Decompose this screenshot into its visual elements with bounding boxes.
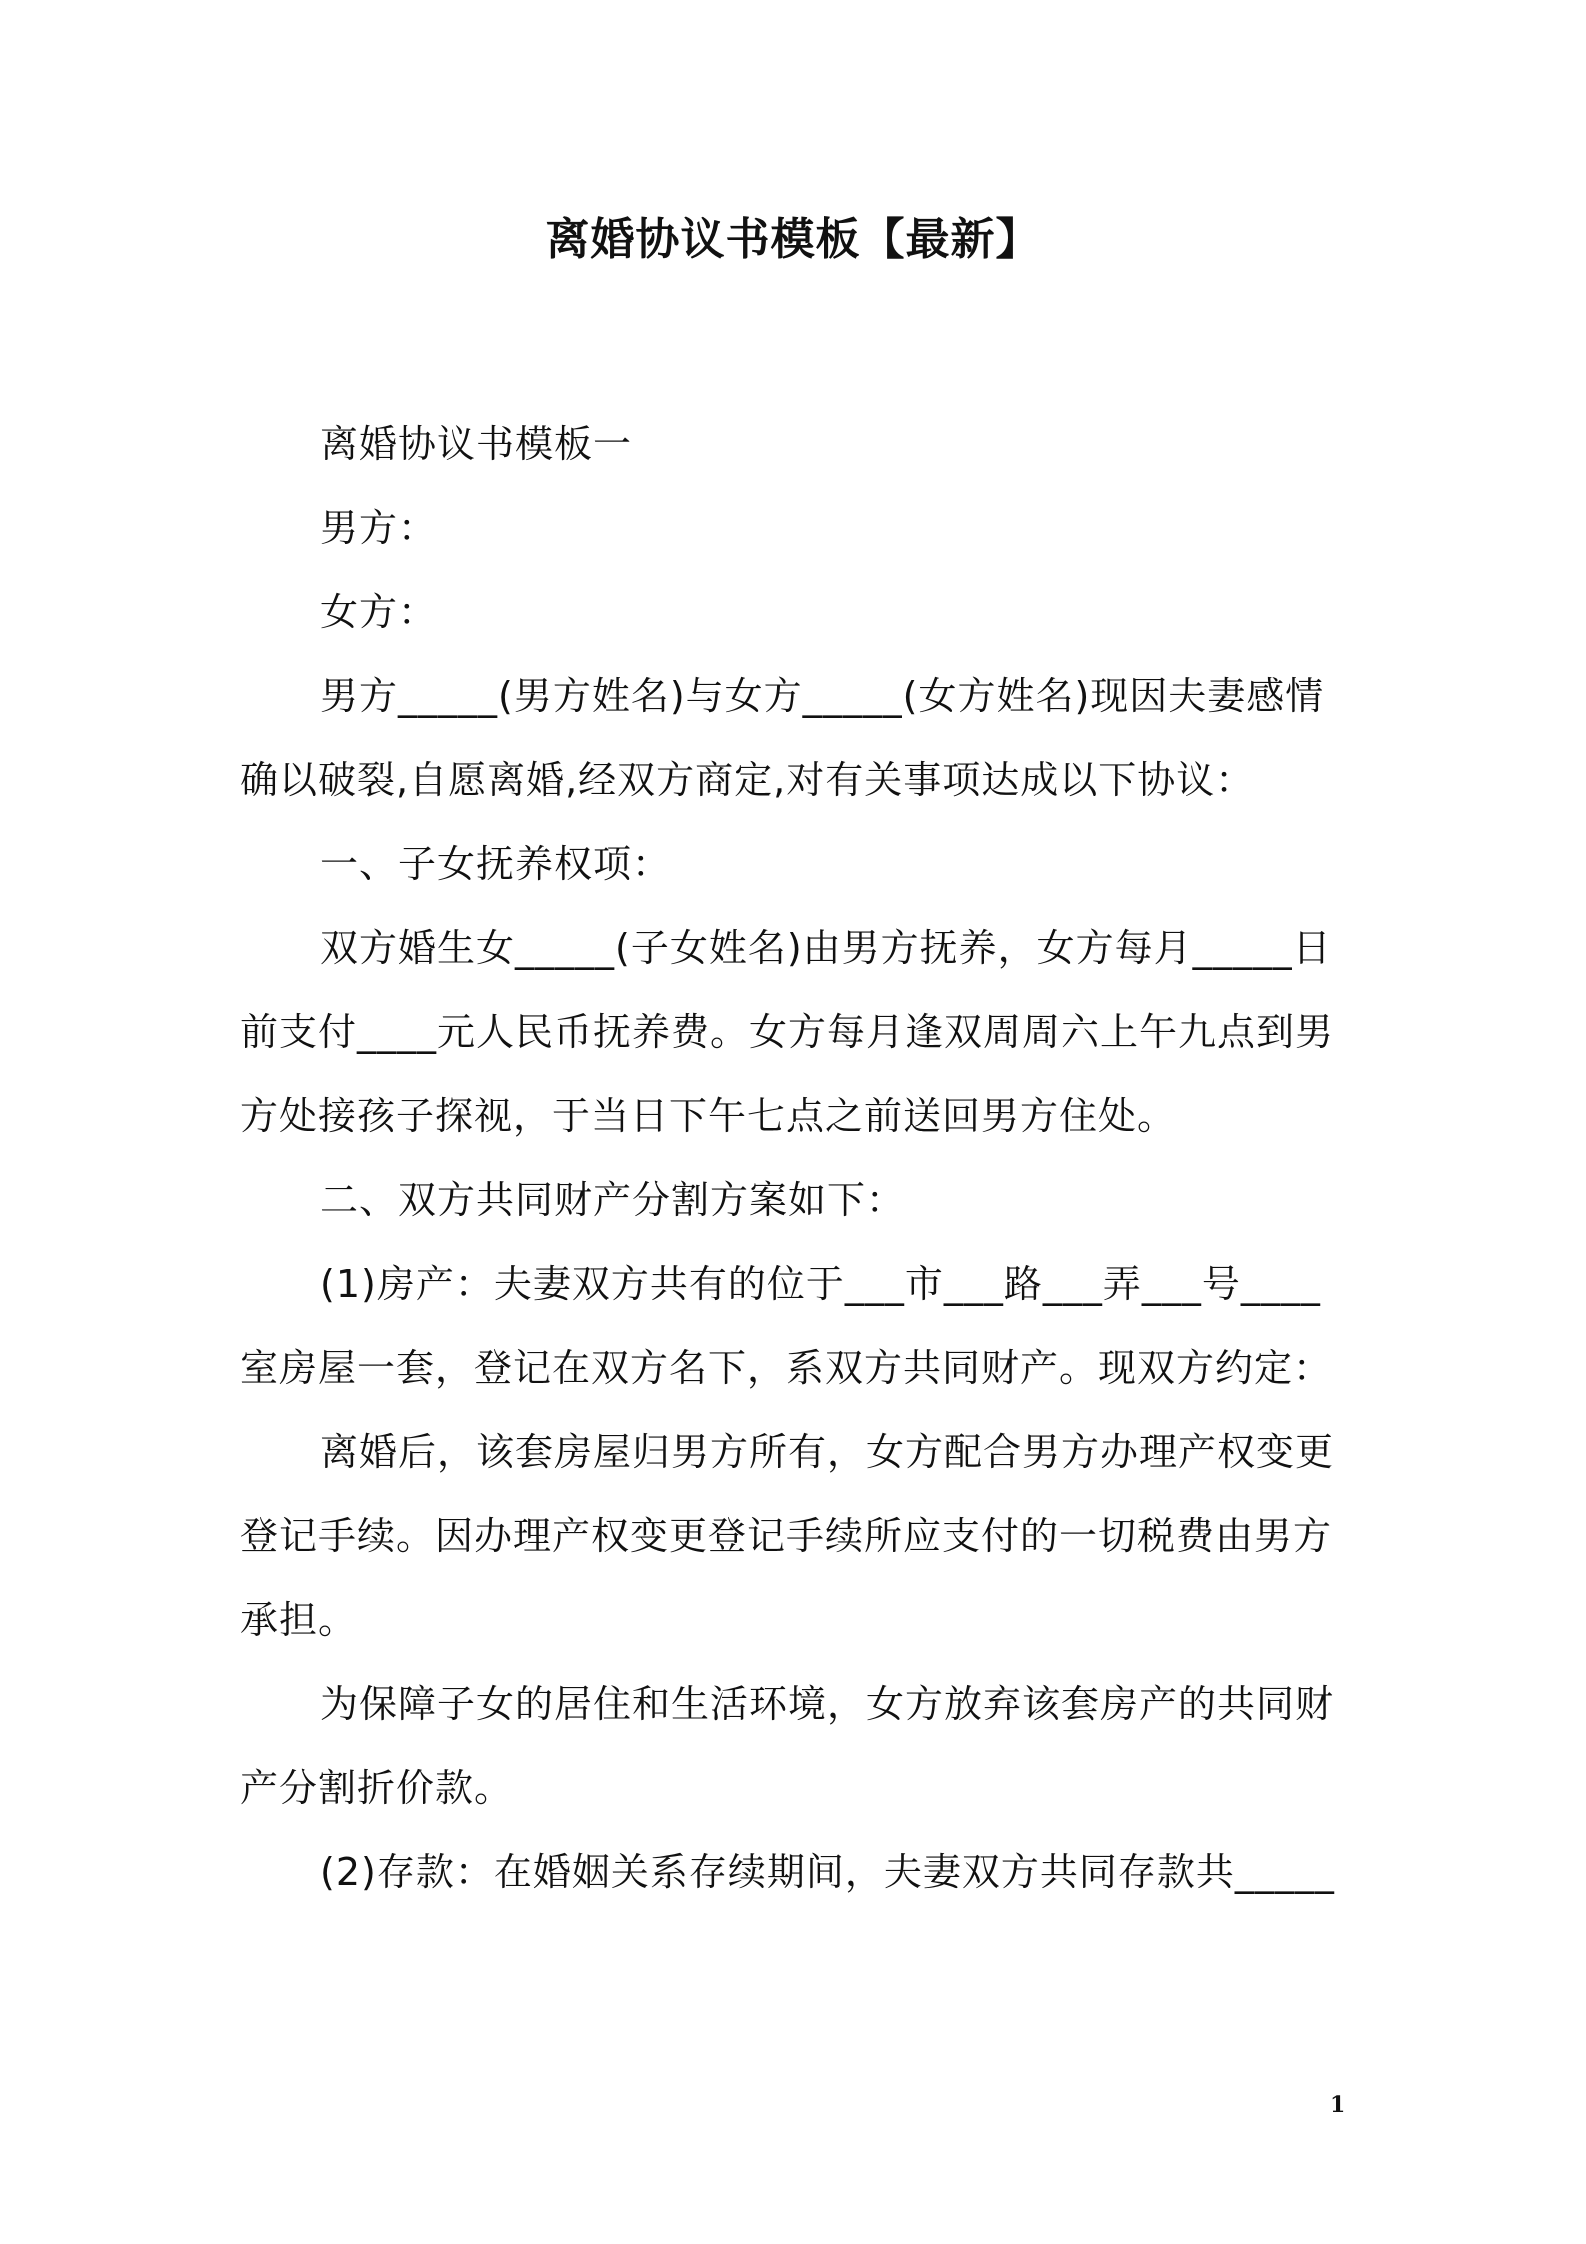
paragraph-section-heading: 离婚协议书模板一 xyxy=(320,422,633,466)
page-number: 1 xyxy=(1330,2092,1346,2118)
paragraph-preamble: 男方_____(男方姓名)与女方_____(女方姓名)现因夫妻感情确以破裂,自愿离婚,经双方商定,对有关事项达成以下协议： xyxy=(240,674,1325,802)
paragraph-property-heading: 二、双方共同财产分割方案如下： xyxy=(320,1178,906,1222)
paragraph-custody-terms: 双方婚生女_____(子女姓名)由男方抚养，女方每月_____日前支付____元人民币抚养费。女方每月逢双周周六上午九点到男方处接孩子探视，于当日下午七点之前送回男方住处。 xyxy=(240,926,1335,1138)
paragraph-female-party: 女方： xyxy=(320,590,438,634)
document-title: 离婚协议书模板【最新】 xyxy=(545,214,1041,265)
paragraph-real-estate: (1)房产：夫妻双方共有的位于___市___路___弄___号____室房屋一套，登记在双方名下，系双方共同财产。现双方约定： xyxy=(240,1262,1333,1390)
paragraph-deposits: (2)存款：在婚姻关系存续期间，夫妻双方共同存款共_____ xyxy=(320,1850,1335,1894)
paragraph-male-party: 男方： xyxy=(320,506,438,550)
paragraph-custody-heading: 一、子女抚养权项： xyxy=(320,842,672,886)
paragraph-real-estate-waiver: 为保障子女的居住和生活环境，女方放弃该套房产的共同财产分割折价款。 xyxy=(240,1682,1335,1810)
paragraph-real-estate-terms: 离婚后，该套房屋归男方所有，女方配合男方办理产权变更登记手续。因办理产权变更登记手续所应支付的一切税费由男方承担。 xyxy=(240,1430,1335,1642)
document-body xyxy=(240,402,1350,1914)
